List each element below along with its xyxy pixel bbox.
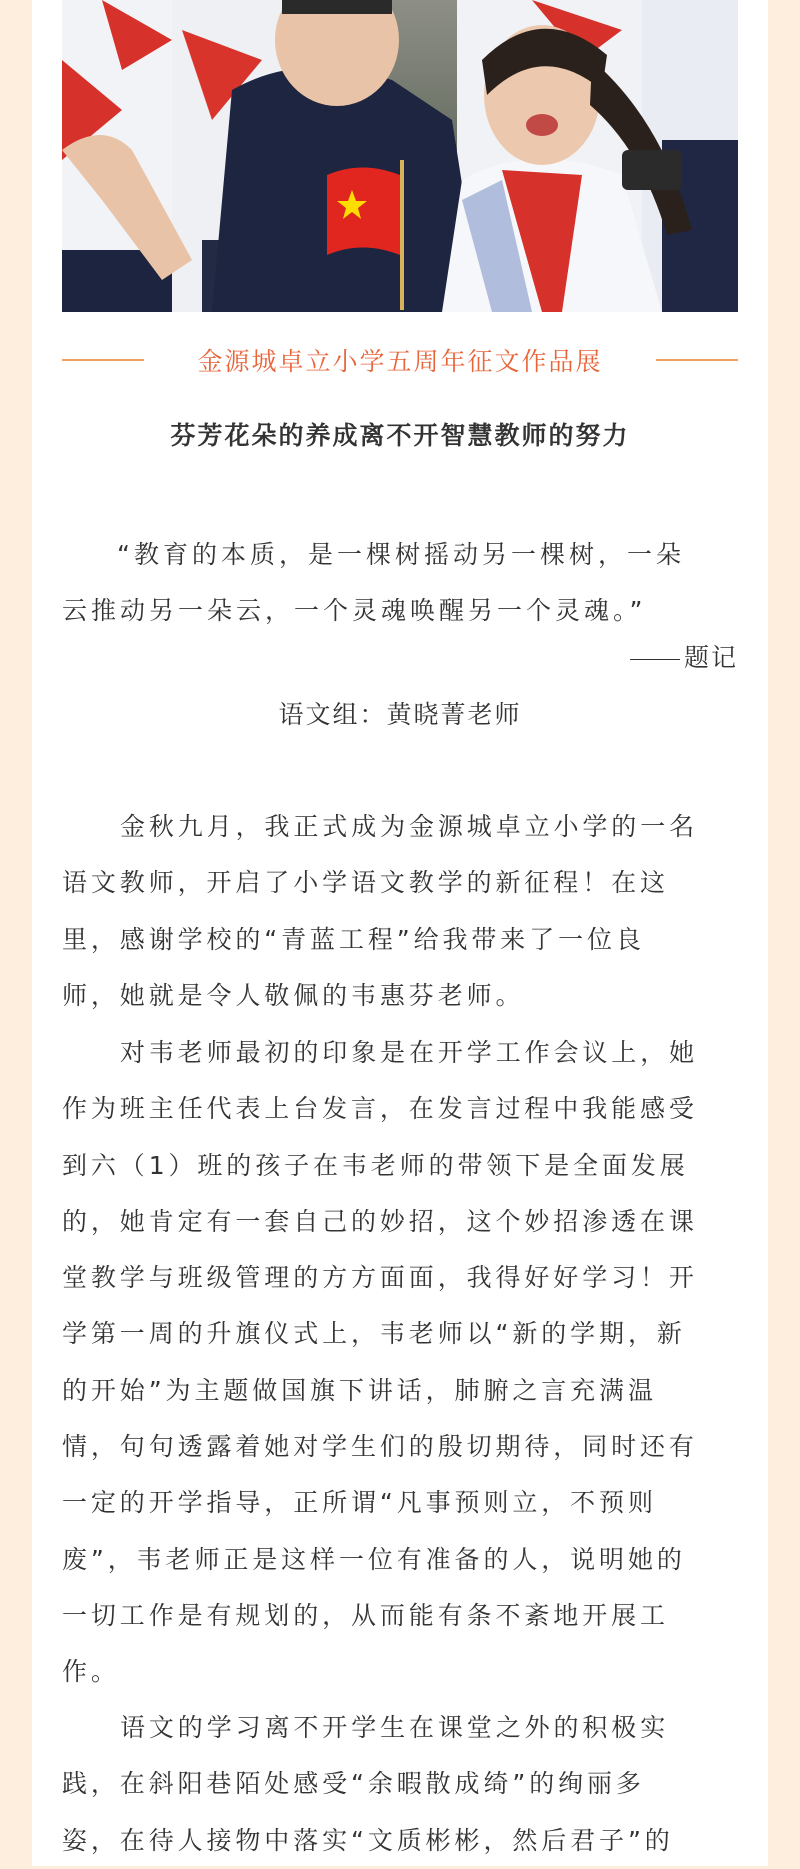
epigraph-line: “教育的本质，是一棵树摇动另一棵树，一朵 [117, 540, 685, 569]
epigraph-line: 云推动另一朵云，一个灵魂唤醒另一个灵魂。” [62, 596, 647, 625]
paragraph-1 [62, 799, 738, 1024]
text-line: 废”，韦老师正是这样一位有准备的人，说明她的 [62, 1544, 686, 1574]
text-line: 师，她就是令人敬佩的韦惠芬老师。 [62, 980, 525, 1010]
banner-divider-right [656, 359, 738, 361]
section-banner [62, 336, 738, 384]
text-line: 情，句句透露着她对学生们的殷切期待，同时还有 [62, 1432, 698, 1462]
article-title: 芬芳花朵的养成离不开智慧教师的努力 [170, 421, 630, 450]
text-line: 姿，在待人接物中落实“文质彬彬，然后君子”的 [62, 1825, 674, 1855]
text-line: 学第一周的升旗仪式上，韦老师以“新的学期，新 [62, 1319, 686, 1349]
paragraph-3 [62, 1700, 738, 1869]
text-line: 到六（1）班的孩子在韦老师的带领下是全面发展 [62, 1150, 689, 1180]
text-line: 一切工作是有规划的，从而能有条不紊地开展工 [62, 1600, 669, 1630]
text-line: 践，在斜阳巷陌处感受“余暇散成绮”的绚丽多 [62, 1769, 645, 1799]
text-line: 作为班主任代表上台发言，在发言过程中我能感受 [62, 1094, 698, 1124]
text-line: 的开始”为主题做国旗下讲话，肺腑之言充满温 [62, 1375, 657, 1405]
signature-label: 题记 [683, 643, 738, 672]
text-line: 语文教师，开启了小学语文教学的新征程！在这 [62, 868, 669, 898]
article-page [32, 0, 768, 1866]
epigraph [62, 527, 738, 639]
hero-photo [62, 0, 738, 312]
text-line: 作。 [62, 1657, 120, 1687]
paragraph-2 [62, 1025, 738, 1701]
text-line: 金秋九月，我正式成为金源城卓立小学的一名 [120, 812, 699, 841]
signature-dash [630, 659, 680, 660]
author-line: 语文组：黄晓菁老师 [278, 700, 522, 729]
text-line: 里，感谢学校的“青蓝工程”给我带来了一位良 [62, 924, 645, 954]
flag-ceremony-photo [62, 0, 738, 312]
banner-title: 金源城卓立小学五周年征文作品展 [197, 347, 603, 376]
banner-divider-left [62, 359, 144, 361]
text-line: 语文的学习离不开学生在课堂之外的积极实 [120, 1713, 670, 1742]
text-line: 一定的开学指导，正所谓“凡事预则立，不预则 [62, 1488, 657, 1518]
text-line: 对韦老师最初的印象是在开学工作会议上，她 [120, 1038, 699, 1067]
text-line: 的，她肯定有一套自己的妙招，这个妙招渗透在课 [62, 1206, 698, 1236]
epigraph-signature [630, 638, 738, 674]
text-line: 堂教学与班级管理的方方面面，我得好好学习！开 [62, 1263, 698, 1293]
